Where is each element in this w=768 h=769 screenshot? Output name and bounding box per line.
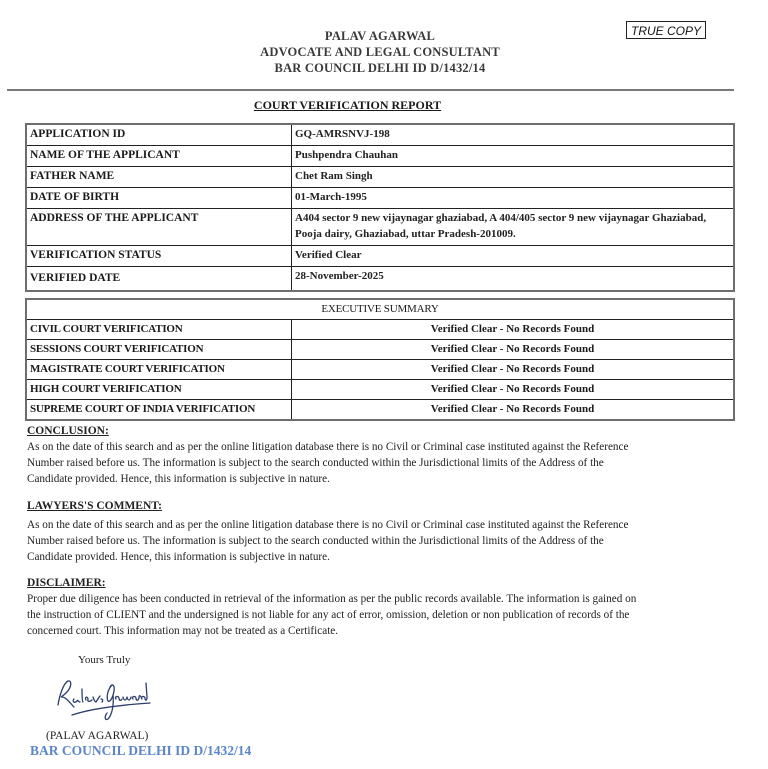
true-copy-stamp: TRUE COPY: [626, 21, 706, 39]
table-row: [26, 400, 734, 421]
table-row: [26, 360, 734, 380]
conclusion-line: Candidate provided. Hence, this information is subjective in nature.: [27, 473, 330, 485]
signatory-name: (PALAV AGARWAL): [46, 730, 149, 742]
detail-value: GQ-AMRSNVJ-198: [292, 124, 735, 145]
table-row: [26, 166, 734, 187]
conclusion-section: [27, 423, 737, 487]
detail-label: ADDRESS OF THE APPLICANT: [26, 208, 292, 245]
lawyer-comment-line: Candidate provided. Hence, this information is subjective in nature.: [27, 551, 330, 563]
signatory-bar-id: BAR COUNCIL DELHI ID D/1432/14: [30, 743, 252, 758]
detail-value: Verified Clear: [292, 245, 735, 266]
table-row: [26, 124, 734, 145]
detail-value: 01-March-1995: [292, 187, 735, 208]
disclaimer-line: concerned court. This information may not be treated as a Certificate.: [27, 625, 339, 637]
table-row: [26, 380, 734, 400]
table-header-row: [26, 299, 734, 320]
conclusion-line: Number raised before us. The information is subject to the search conducted within the Jurisdictional limits of the Address of the: [27, 457, 604, 469]
advocate-designation: ADVOCATE AND LEGAL CONSULTANT: [260, 45, 500, 59]
lawyer-comment-section: [27, 498, 737, 565]
advocate-name: PALAV AGARWAL: [324, 29, 436, 43]
summary-value: Verified Clear - No Records Found: [292, 360, 735, 380]
conclusion-heading: CONCLUSION:: [27, 425, 109, 437]
summary-label: SESSIONS COURT VERIFICATION: [26, 340, 292, 360]
detail-label: VERIFICATION STATUS: [26, 245, 292, 266]
summary-label: MAGISTRATE COURT VERIFICATION: [26, 360, 292, 380]
executive-summary-table: [25, 298, 735, 421]
summary-value: Verified Clear - No Records Found: [292, 320, 735, 340]
summary-label: CIVIL COURT VERIFICATION: [26, 320, 292, 340]
disclaimer-line: Proper due diligence has been conducted in retrieval of the information as per the public records available. The information is gained on: [27, 593, 637, 605]
conclusion-line: As on the date of this search and as per the online litigation database there is no Civil or Criminal case instituted against the Reference: [27, 441, 629, 453]
detail-label: NAME OF THE APPLICANT: [26, 145, 292, 166]
summary-value: Verified Clear - No Records Found: [292, 340, 735, 360]
lawyer-comment-line: As on the date of this search and as per the online litigation database there is no Civil or Criminal case instituted against the Reference: [27, 519, 629, 531]
disclaimer-section: [27, 575, 737, 639]
applicant-details-table: [25, 123, 735, 292]
table-row: [26, 187, 734, 208]
detail-value: Chet Ram Singh: [292, 166, 735, 187]
table-row: [26, 245, 734, 266]
detail-label: DATE OF BIRTH: [26, 187, 292, 208]
lawyer-comment-heading: LAWYERS'S COMMENT:: [27, 500, 162, 512]
table-row: [26, 320, 734, 340]
table-row: [26, 208, 734, 245]
detail-value: Pushpendra Chauhan: [292, 145, 735, 166]
lawyer-comment-line: Number raised before us. The information is subject to the search conducted within the Jurisdictional limits of the Address of the: [27, 535, 604, 547]
table-row: [26, 266, 734, 291]
header-divider: [7, 89, 734, 91]
summary-label: SUPREME COURT OF INDIA VERIFICATION: [26, 400, 292, 421]
summary-label: HIGH COURT VERIFICATION: [26, 380, 292, 400]
summary-value: Verified Clear - No Records Found: [292, 400, 735, 421]
table-row: [26, 340, 734, 360]
detail-label: APPLICATION ID: [26, 124, 292, 145]
detail-label: FATHER NAME: [26, 166, 292, 187]
disclaimer-heading: DISCLAIMER:: [27, 577, 106, 589]
advocate-bar-id: BAR COUNCIL DELHI ID D/1432/14: [274, 61, 486, 75]
detail-value: 28-November-2025: [292, 266, 735, 291]
summary-heading: EXECUTIVE SUMMARY: [26, 299, 734, 320]
detail-label: VERIFIED DATE: [26, 266, 292, 291]
table-row: [26, 145, 734, 166]
signature-icon: [50, 675, 160, 725]
summary-value: Verified Clear - No Records Found: [292, 380, 735, 400]
report-title: COURT VERIFICATION REPORT: [253, 98, 442, 112]
disclaimer-line: the instruction of CLIENT and the undersigned is not liable for any act of error, omission, deletion or non publication of records of the: [27, 609, 630, 621]
detail-value: A404 sector 9 new vijaynagar ghaziabad, A 404/405 sector 9 new vijaynagar Ghaziabad, Pooja dairy, Ghaziabad, uttar Pradesh-201009.: [292, 208, 735, 245]
closing-text: Yours Truly: [78, 654, 131, 666]
